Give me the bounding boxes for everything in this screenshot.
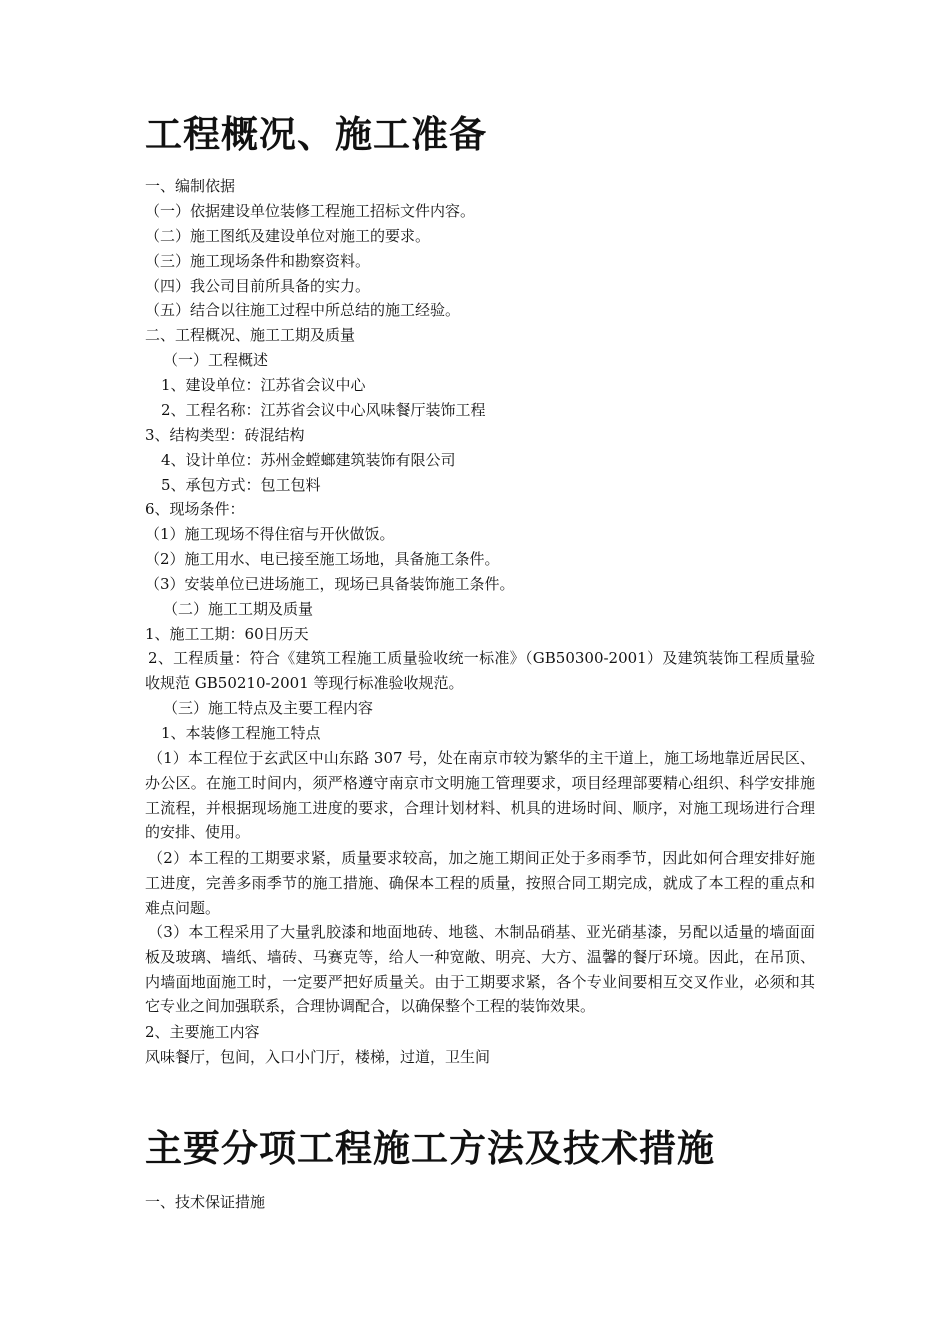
overview-item: 1、建设单位：江苏省会议中心 <box>161 376 366 394</box>
feature-paragraph: （2）本工程的工期要求紧，质量要求较高，加之施工期间正处于多雨季节，因此如何合理安排好施工进度，完善多雨季节的施工措施、确保本工程的质量，按照合同工期完成，就成了本工程的重点和难点问题。 <box>145 849 815 917</box>
overview-item: 6、现场条件： <box>145 500 245 518</box>
quality-paragraph: 2、工程质量：符合《建筑工程施工质量验收统一标准》（GB50300-2001）及建筑装饰工程质量验收规范 GB50210-2001 等现行标准验收规范。 <box>145 649 815 692</box>
basis-item: （一）依据建设单位装修工程施工招标文件内容。 <box>145 202 476 220</box>
period-text: 1、施工工期：60日历天 <box>145 625 309 643</box>
page-title: 工程概况、施工准备 <box>145 112 487 156</box>
overview-item: 3、结构类型：砖混结构 <box>145 426 305 444</box>
subsection-heading: （一）工程概述 <box>163 351 269 369</box>
content-text: 风味餐厅，包间，入口小门厅，楼梯，过道，卫生间 <box>145 1048 491 1066</box>
subsection-heading: （三）施工特点及主要工程内容 <box>163 699 374 717</box>
subsection-heading: （二）施工工期及质量 <box>163 600 314 618</box>
site-condition-item: （3）安装单位已进场施工，现场已具备装饰施工条件。 <box>145 575 515 593</box>
section-heading: 二、工程概况、施工工期及质量 <box>145 326 356 344</box>
features-subheading: 1、本装修工程施工特点 <box>161 724 321 742</box>
section-title: 主要分项工程施工方法及技术措施 <box>145 1126 715 1170</box>
basis-item: （二）施工图纸及建设单位对施工的要求。 <box>145 227 431 245</box>
feature-paragraph: （1）本工程位于玄武区中山东路 307 号，处在南京市较为繁华的主干道上，施工场地靠近居民区、办公区。在施工时间内，须严格遵守南京市文明施工管理要求，项目经理部要精心组织、科学安排施工流程，并根据现场施工进度的要求，合理计划材料、机具的进场时间、顺序，对施工现场进行合理的安排、使用。 <box>145 749 815 842</box>
basis-item: （三）施工现场条件和勘察资料。 <box>145 252 371 270</box>
overview-item: 5、承包方式：包工包料 <box>161 476 321 494</box>
feature-paragraph: （3）本工程采用了大量乳胶漆和地面地砖、地毯、木制品硝基、亚光硝基漆，另配以适量的墙面面板及玻璃、墙纸、墙砖、马赛克等，给人一种宽敞、明亮、大方、温馨的餐厅环境。因此，在吊顶、内墙面地面施工时，一定要严把好质量关。由于工期要求紧，各个专业间要相互交叉作业，必须和其它专业之间加强联系，合理协调配合，以确保整个工程的装饰效果。 <box>145 923 815 1016</box>
basis-item: （五）结合以往施工过程中所总结的施工经验。 <box>145 301 461 319</box>
overview-item: 4、设计单位：苏州金螳螂建筑装饰有限公司 <box>161 451 456 469</box>
section-heading: 一、技术保证措施 <box>145 1193 266 1211</box>
basis-item: （四）我公司目前所具备的实力。 <box>145 277 371 295</box>
site-condition-item: （2）施工用水、电已接至施工场地，具备施工条件。 <box>145 550 500 568</box>
overview-item: 2、工程名称：江苏省会议中心风味餐厅装饰工程 <box>161 401 486 419</box>
section-heading: 一、编制依据 <box>145 177 236 195</box>
content-heading: 2、主要施工内容 <box>145 1023 260 1041</box>
site-condition-item: （1）施工现场不得住宿与开伙做饭。 <box>145 525 395 543</box>
